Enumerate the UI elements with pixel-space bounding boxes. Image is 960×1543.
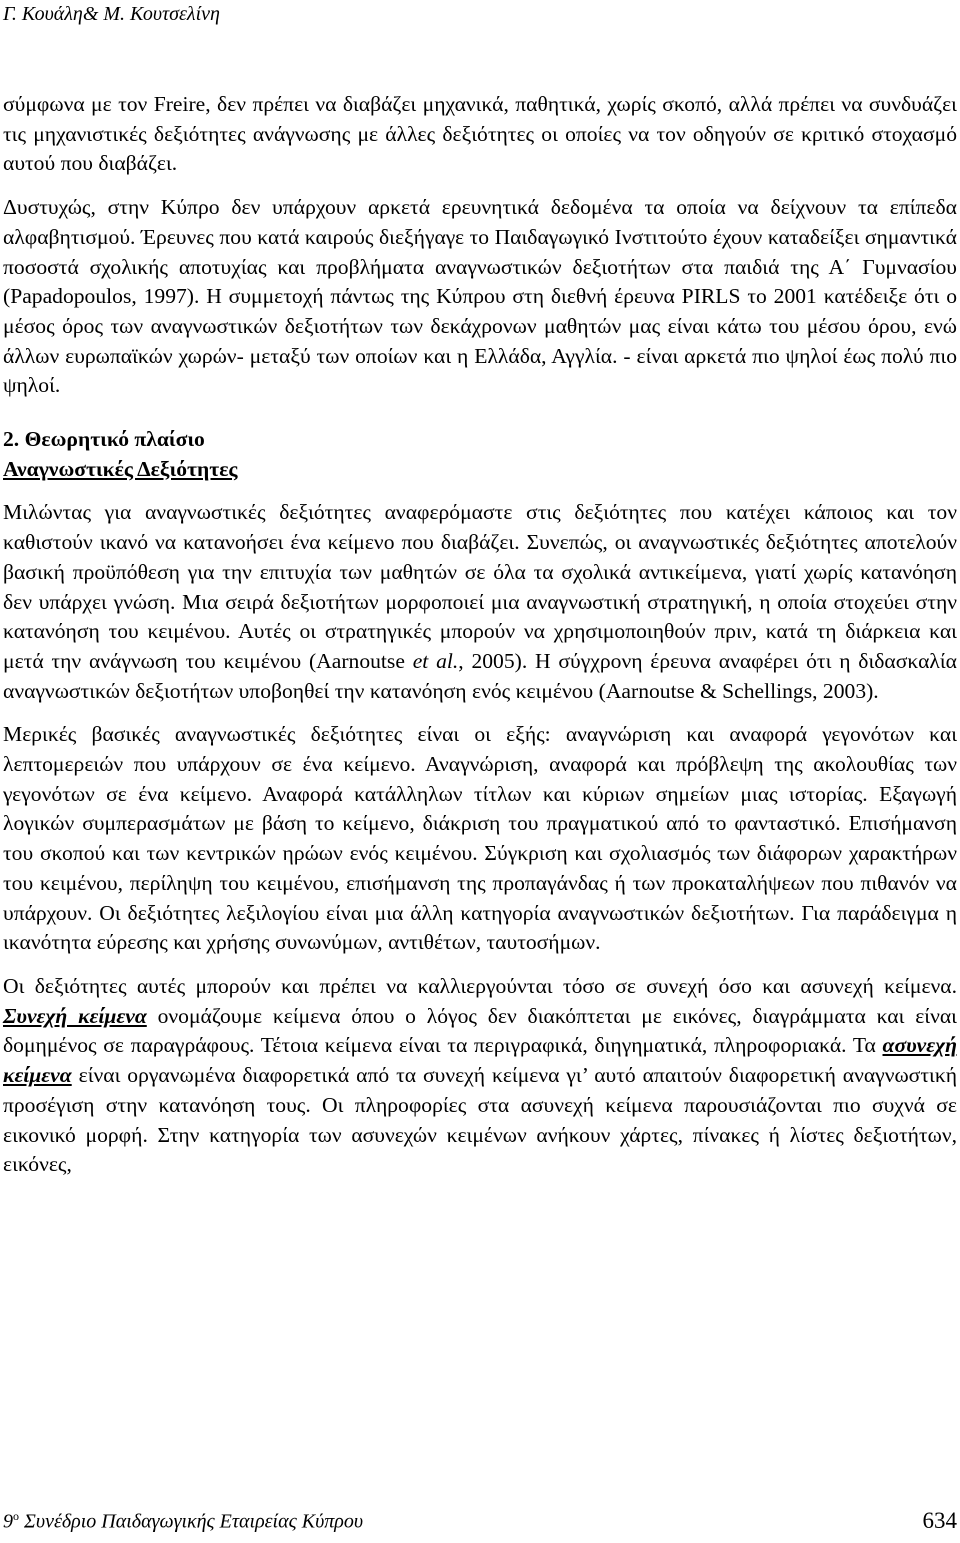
page-number: 634 (922, 1508, 957, 1533)
paragraph-reading-skills (3, 498, 957, 706)
subsection-heading-text: Αναγνωστικές Δεξιότητες (3, 456, 238, 481)
paragraph-text-types-part-c: είναι οργανωμένα διαφορετικά από τα συνεχή κείμενα γι’ αυτό απαιτούν διαφορετική αναγνωστική προσέγιση στην κατανόηση τους. Οι πληροφορίες στα ασυνεχή κείμενα παρουσιάζονται πιο συχνά σε εικονικό μορφή. Στην κατηγορία των ασυνεχών κειμένων ανήκουν χάρτες, πίνακες ή λίστες δεξιοτήτων, εικόνες, (3, 1063, 957, 1177)
paragraph-text-types (3, 972, 957, 1180)
et-al-citation: et al. (412, 648, 459, 673)
term-noncontinuous-texts: ασυνεχή κείμενα (3, 1033, 957, 1088)
paragraph-text-types-part-a: Οι δεξιότητες αυτές μπορούν και πρέπει να καλλιεργούνται τόσο σε συνεχή όσο και ασυνεχή κείμενα. (3, 973, 957, 998)
paragraph-basic-skills: Μερικές βασικές αναγνωστικές δεξιότητες είναι οι εξής: αναγνώριση και αναφορά γεγονότων και λεπτομερειών που υπάρχουν σε ένα κείμενο. Αναγνώριση, αναφορά και πρόβλεψη της ακολουθίας των γεγονότων σε ένα κείμενο. Αναφορά κατάλληλων τίτλων και κύριων σημείων μιας ιστορίας. Εξαγωγή λογικών συμπερασμάτων με βάση το κείμενο, διάκριση του πραγματικού από το φανταστικό. Επισήμανση του σκοπού και των κεντρικών ηρώων ενός κειμένου. Σύγκριση και σχολιασμός των διάφορων χαρακτήρων του κειμένου, περίληψη του κειμένου, επισήμανση της προπαγάνδας ή των προκαταλήψεων που πιθανόν να υπάρχουν. Οι δεξιότητες λεξιλογίου είναι μια άλλη κατηγορία αναγνωστικών δεξιοτήτων. Για παράδειγμα η ικανότητα εύρεσης και χρήσης συνωνύμων, αντιθέτων, ταυτοσήμων. (3, 722, 957, 955)
article-body (3, 90, 957, 1180)
page-footer (3, 1508, 957, 1534)
conference-name: Συνέδριο Παιδαγωγικής Εταιρείας Κύπρου (19, 1511, 364, 1533)
paragraph-reading-skills-part-b: , 2005). Η σύγχρονη έρευνα αναφέρει ότι η διδασκαλία αναγνωστικών δεξιοτήτων υποβοηθεί την κατανόηση ενός κειμένου (Aarnoutse & Schellings, 2003). (3, 648, 957, 703)
conference-number: 9 (3, 1511, 13, 1533)
paragraph-text-types-part-b: ονομάζουμε κείμενα όπου ο λόγος δεν διακόπτεται με εικόνες, διαγράμματα και είναι δομημένος σε παραγράφους. Τέτοια κείμενα είναι τα περιγραφικά, διηγηματικά, πληροφοριακά. Τα (3, 1003, 957, 1058)
section-heading: 2. Θεωρητικό πλαίσιο (3, 427, 205, 452)
paragraph-cyprus-literacy: Δυστυχώς, στην Κύπρο δεν υπάρχουν αρκετά ερευνητικά δεδομένα τα οποία να δείχνουν τα επίπεδα αλφαβητισμού. Έρευνες που κατά καιρούς διεξήγαγε το Παιδαγωγικό Ινστιτούτο έχουν καταδείξει σημαντικά ποσοστά σχολικής αποτυχίας και προβλήματα αναγνωστικών δεξιοτήτων στα παιδιά της Α΄ Γυμνασίου (Papadopoulos, 1997). Η συμμετοχή πάντως της Κύπρου στη διεθνή έρευνα PIRLS το 2001 κατέδειξε ότι ο μέσος όρος των αναγνωστικών δεξιοτήτων των δεκάχρονων μαθητών μας είναι κάτω του μέσου όρου, ενώ άλλων ευρωπαϊκών χωρών- μεταξύ των οποίων και η Ελλάδα, Αγγλία. - είναι αρκετά πιο ψηλοί έως πολύ πιο ψηλοί. (3, 195, 957, 398)
paragraph-freire: σύμφωνα με τον Freire, δεν πρέπει να διαβάζει μηχανικά, παθητικά, χωρίς σκοπό, αλλά πρέπει να συνδυάζει τις μηχανιστικές δεξιότητες ανάγνωσης με άλλες δεξιότητες οι οποίες να τον οδηγούν σε κριτικό στοχασμό αυτού που διαβάζει. (3, 92, 957, 176)
subsection-heading (3, 455, 957, 485)
running-header: Γ. Κουάλη& Μ. Κουτσελίνη (3, 3, 220, 25)
conference-ordinal: ο (13, 1509, 19, 1524)
term-continuous-texts: Συνεχή κείμενα (3, 1003, 147, 1028)
paragraph-reading-skills-part-a: Μιλώντας για αναγνωστικές δεξιότητες αναφερόμαστε στις δεξιότητες που κατέχει κάποιος και τον καθιστούν ικανό να κατανοήσει ένα κείμενο που διαβάζει. Συνεπώς, οι αναγνωστικές δεξιότητες αποτελούν βασική προϋπόθεση για την επιτυχία των μαθητών σε όλα τα σχολικά αντικείμενα, γιατί χωρίς κατανόηση δεν υπάρχει γνώση. Μια σειρά δεξιοτήτων μορφοποιεί μια αναγνωστική στρατηγική, η οποία στοχεύει στην κατανόηση του κειμένου. Αυτές οι στρατηγικές μπορούν να χρησιμοποιηθούν πριν, κατά τη διάρκεια και μετά την ανάγνωση του κειμένου (Aarnoutse (3, 500, 957, 673)
conference-title (3, 1509, 363, 1534)
